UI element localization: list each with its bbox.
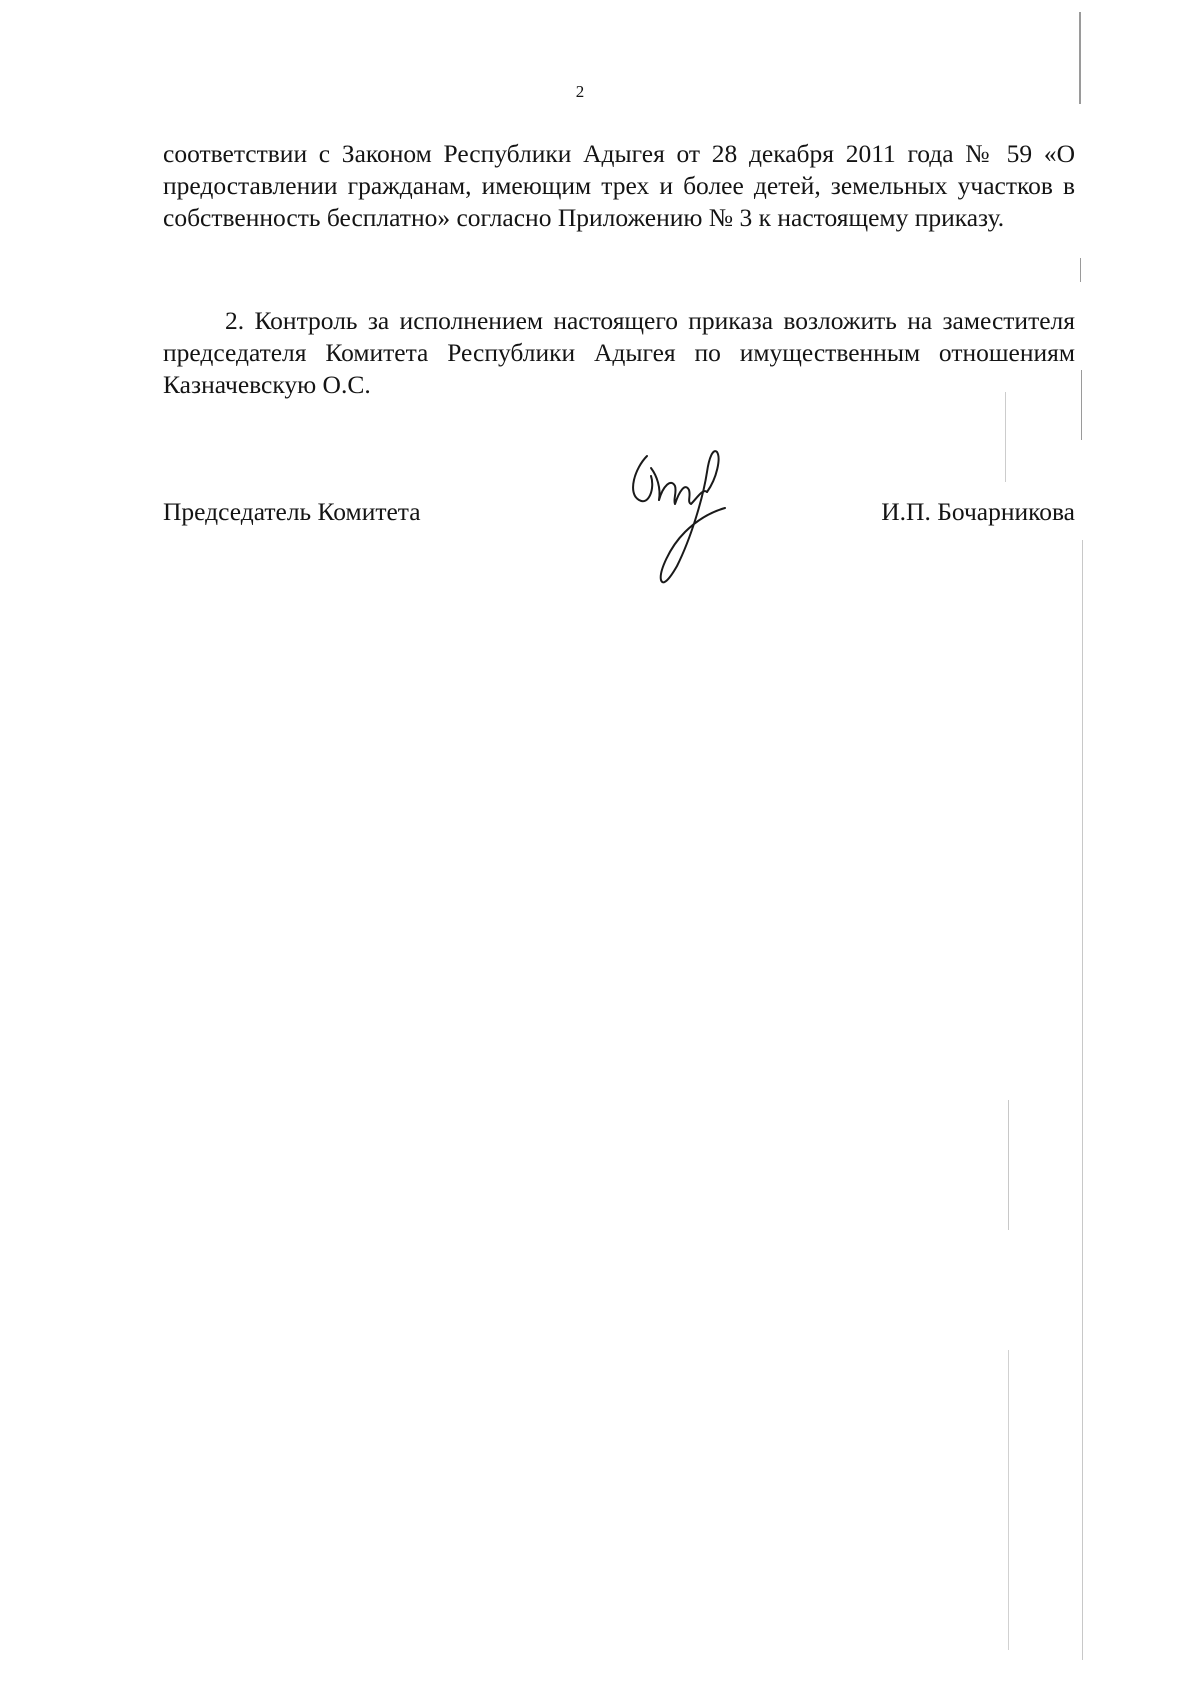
- scan-edge-line: [1080, 258, 1081, 282]
- signature-icon: [625, 448, 745, 588]
- signature-block: [163, 496, 1075, 536]
- scan-edge-line: [1082, 540, 1083, 1660]
- scan-edge-line: [1079, 12, 1081, 104]
- scan-edge-line: [1008, 1350, 1009, 1650]
- scan-edge-line: [1005, 392, 1006, 482]
- paragraph-2: 2. Контроль за исполнением настоящего приказа возложить на заместителя председателя Комитета Республики Адыгея по имущественным отношениям Казначевскую О.С.: [163, 306, 1075, 399]
- paragraph-1: соответствии с Законом Республики Адыгея от 28 декабря 2011 года № 59 «О предоставлении гражданам, имеющим трех и более детей, земельных участков в собственность бесплатно» согласно Приложению № 3 к настоящему приказу.: [163, 139, 1075, 232]
- signatory-title: Председатель Комитета: [163, 497, 421, 526]
- page-number: 2: [575, 82, 585, 101]
- signatory-name: И.П. Бочарникова: [881, 497, 1075, 526]
- scan-edge-line: [1081, 370, 1082, 440]
- scan-edge-line: [1008, 1100, 1009, 1230]
